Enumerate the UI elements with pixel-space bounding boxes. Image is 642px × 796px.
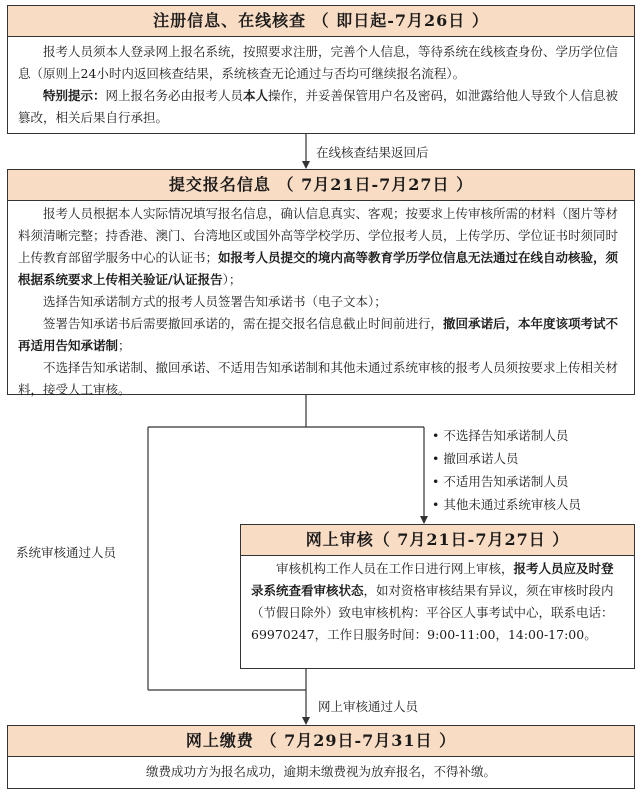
- step1-p2-text-a: 网上报名务必由报考人员: [105, 88, 244, 103]
- left-branch-label: 系统审核通过人员: [16, 545, 117, 560]
- step3-p1-text-b: ，如对资格审核结果有异议，须在审核时段内（节假日除外）致电审核机构：平谷区人事考试中心，联系电话：69970247，工作日服务时间：9:00-11:00，14:00-17:00。: [251, 583, 614, 642]
- step1-content: [7, 37, 635, 134]
- step3-content: [240, 556, 635, 669]
- arrow3-label: 网上审核通过人员: [318, 699, 419, 714]
- step1-header: [7, 5, 635, 37]
- step2-content: [7, 201, 635, 395]
- step3-title: 网上审核（ 7月21日-7月27日 ）: [305, 530, 570, 549]
- step3-p1-bold: 报考人员应及时登录系统查看审核状态: [251, 561, 614, 598]
- list-item: • 其他未通过系统审核人员: [432, 493, 581, 516]
- step3-paragraph-1: [251, 558, 624, 646]
- step3-header: [240, 524, 635, 556]
- step2-p1-text-b: ）；: [222, 272, 242, 287]
- step2-p1-bold: 如报考人员提交的境内高等教育学历学位信息无法通过在线自动核验，须根据系统要求上传相关验证/认证报告: [18, 250, 619, 287]
- list-item: • 不适用告知承诺制人员: [432, 470, 581, 493]
- step4-content: [7, 757, 635, 789]
- step2-header: [7, 169, 635, 201]
- step2-paragraph-1: [18, 203, 624, 291]
- step2-paragraph-2: 选择告知承诺制方式的报考人员签署告知承诺书（电子文本）；: [43, 294, 387, 309]
- step1-p2-text-b: 操作，并妥善保管用户名及密码，如泄露给他人导致个人信息被篡改，相关后果自行承担。: [18, 88, 619, 125]
- step4-header: [7, 725, 635, 757]
- step4-title: 网上缴费 （ 7月29日-7月31日 ）: [185, 731, 457, 750]
- step1-title: 注册信息、在线核查 （ 即日起-7月26日 ）: [153, 11, 489, 30]
- step1-paragraph-2: [18, 85, 624, 129]
- step1-p2-bold-self: 本人: [243, 88, 269, 103]
- step2-title: 提交报名信息 （ 7月21日-7月27日 ）: [168, 175, 474, 194]
- step2-p3-text-b: ；: [118, 338, 131, 353]
- step2-paragraph-4: 不选择告知承诺制、撤回承诺、不适用告知承诺制和其他未通过系统审核的报考人员须按要求上传相关材料，接受人工审核。: [18, 360, 619, 397]
- arrow1-label: 在线核查结果返回后: [316, 145, 429, 160]
- list-item: • 撤回承诺人员: [432, 447, 581, 470]
- step2-p3-bold: 撤回承诺后，本年度该项考试不再适用告知承诺制: [18, 316, 619, 353]
- manual-review-groups-list: [432, 424, 581, 516]
- step1-paragraph-1: 报考人员须本人登录网上报名系统，按照要求注册，完善个人信息，等待系统在线核查身份、学历学位信息（原则上24小时内返回核查结果，系统核查无论通过与否均可继续报名流程）。: [18, 44, 619, 81]
- step2-paragraph-3: [18, 313, 624, 357]
- list-item: • 不选择告知承诺制人员: [432, 424, 581, 447]
- step2-p3-text-a: 签署告知承诺书后需要撤回承诺的，需在提交报名信息截止时间前进行，: [43, 316, 444, 331]
- step2-p1-text-a: 报考人员根据本人实际情况填写报名信息，确认信息真实、客观；按要求上传审核所需的材料（图片等材料须清晰完整；持香港、澳门、台湾地区或国外高等学校学历、学位报考人员，上传学历、学位证书时须同时上传教育部留学服务中心的认证书；: [18, 206, 619, 265]
- special-notice-label: 特别提示：: [43, 88, 106, 103]
- step4-paragraph-1: 缴费成功方为报名成功，逾期未缴费视为放弃报名，不得补缴。: [145, 764, 496, 779]
- step3-p1-text-a: 审核机构工作人员在工作日进行网上审核，: [276, 561, 514, 576]
